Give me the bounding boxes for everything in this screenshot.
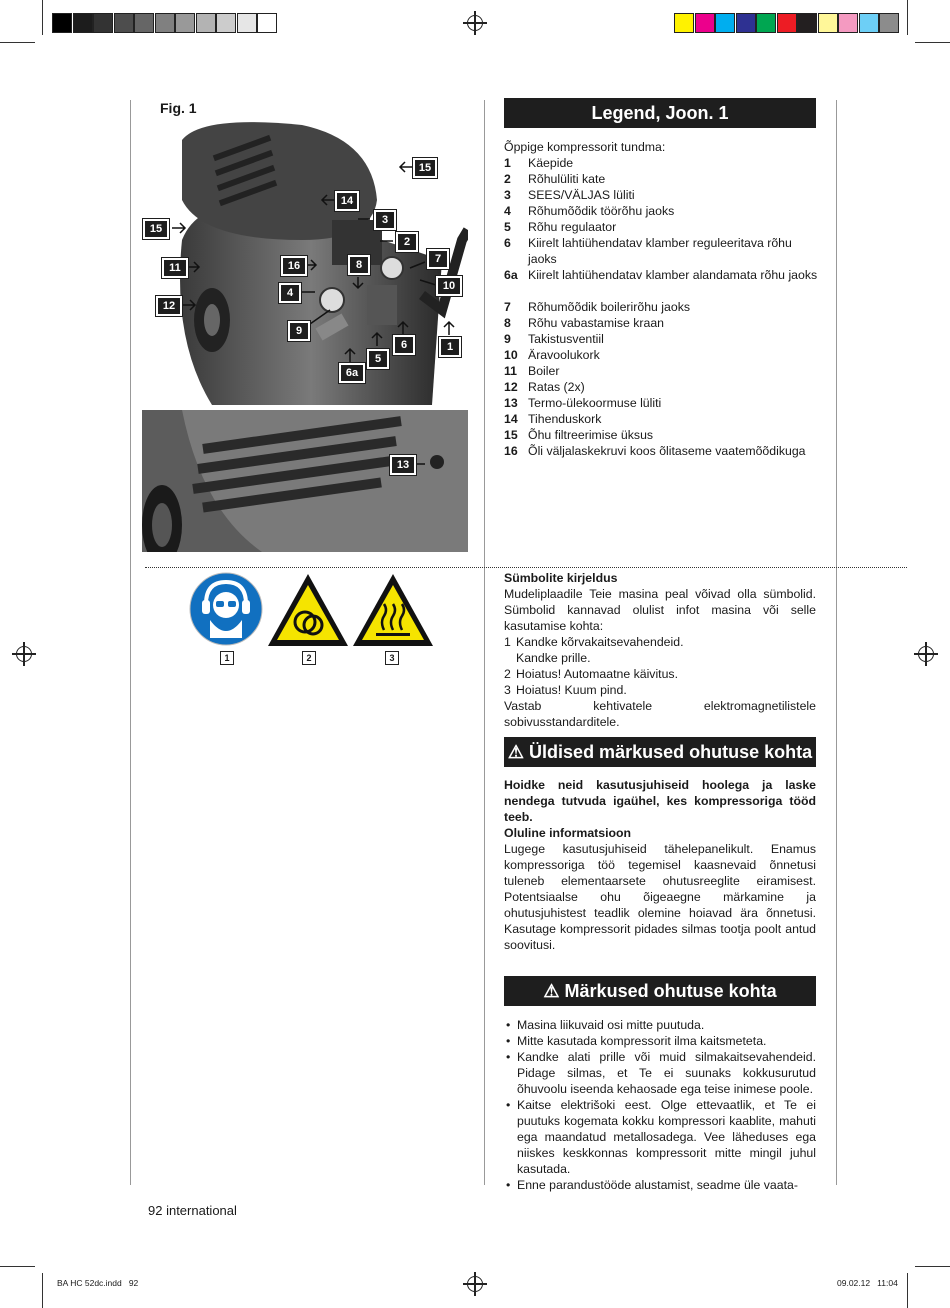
legend-item-label: Kiirelt lahtiühendatav klamber alandamata rõhu jaoks: [528, 268, 818, 282]
callout-16: 16: [281, 256, 307, 276]
symbols-list: [504, 634, 816, 698]
legend-item-label: Rõhumõõdik boilerirõhu jaoks: [528, 300, 690, 314]
legend-item-label: Takistusventiil: [528, 332, 604, 346]
callout-12: 12: [156, 296, 182, 316]
callout-7: 7: [427, 249, 449, 269]
crop-mark: [0, 1266, 35, 1267]
symbol-item: [504, 650, 816, 666]
symbol-item: [504, 634, 816, 650]
callout-8: 8: [348, 255, 370, 275]
callout-13: 13: [390, 455, 416, 475]
legend-item-label: Õhu filtreerimise üksus: [528, 428, 654, 442]
crop-mark: [42, 1273, 43, 1308]
legend-item-number: 10: [504, 348, 518, 362]
sign-number-1: 1: [220, 651, 234, 665]
callout-5: 5: [367, 349, 389, 369]
legend-item-label: Õli väljalaskekruvi koos õlitaseme vaatemõõdikuga: [528, 444, 806, 458]
legend-item-label: Termo-ülekoormuse lüliti: [528, 396, 662, 410]
symbol-item-text: Kandke kõrvakaitsevahendeid.: [516, 635, 684, 649]
legend-item-label: Rõhu regulaator: [528, 220, 617, 234]
callout-2: 2: [396, 232, 418, 252]
legend-item-number: 2: [504, 172, 511, 186]
safety-signs: [188, 572, 438, 648]
legend-header: Legend, Joon. 1: [504, 98, 816, 128]
legend-item-number: 4: [504, 204, 511, 218]
callout-6: 6: [393, 335, 415, 355]
callout-15: 15: [413, 158, 437, 178]
general-safety-title: Üldised märkused ohutuse kohta: [529, 742, 813, 762]
legend-item-number: 1: [504, 156, 511, 170]
figure-label: Fig. 1: [160, 100, 197, 116]
general-safety-header: [504, 737, 816, 767]
general-safety-intro: Hoidke neid kasutusjuhiseid hoolega ja laske nendega tutvuda igaühel, kes kompressoriga tööd teeb.: [504, 778, 816, 824]
symbol-item-text: Hoiatus! Kuum pind.: [516, 683, 627, 697]
slug-date: 09.02.12 11:04: [837, 1278, 898, 1288]
symbols-section: [504, 570, 816, 730]
callout-11: 11: [162, 258, 188, 278]
legend-item-label: Ratas (2x): [528, 380, 585, 394]
crop-mark: [907, 1273, 908, 1308]
safety-notes-header: [504, 976, 816, 1006]
legend-intro: Õppige kompressorit tundma:: [504, 140, 666, 154]
warning-icon: ⚠: [543, 981, 560, 1001]
symbol-item: [504, 682, 816, 698]
safety-note-item: • Enne parandustööde alustamist, seadme üle vaata-: [504, 1177, 816, 1193]
symbol-item-number: 1: [504, 635, 511, 649]
page-number: 92 international: [148, 1203, 237, 1218]
legend-item-number: 3: [504, 188, 511, 202]
legend-item-number: 7: [504, 300, 511, 314]
symbol-item-number: 3: [504, 683, 511, 697]
safety-notes-title: Märkused ohutuse kohta: [564, 981, 777, 1001]
legend-item-number: 15: [504, 428, 518, 442]
registration-mark: [16, 646, 32, 662]
safety-note-item: • Kandke alati prille või muid silmakaitsevahendeid. Pidage silmas, et Te ei suunaks kokkusurutud õhuvoolu iseenda kehaosade ega teise inimese poole.: [504, 1049, 816, 1097]
callout-10: 10: [436, 276, 462, 296]
legend-item-number: 11: [504, 364, 517, 378]
legend-item-number: 12: [504, 380, 518, 394]
callout-15b: 15: [143, 219, 169, 239]
callout-3: 3: [374, 210, 396, 230]
safety-notes-list: [504, 1017, 816, 1193]
safety-note-item: • Mitte kasutada kompressorit ilma kaitsmeteta.: [504, 1033, 816, 1049]
registration-mark: [918, 646, 934, 662]
important-info-title: Oluline informatsioon: [504, 826, 632, 840]
callout-14: 14: [335, 191, 359, 211]
legend-item-number: 5: [504, 220, 511, 234]
legend-item-label: Äravoolukork: [528, 348, 600, 362]
symbols-outro: Vastab kehtivatele elektromagnetilistele sobivusstandarditele.: [504, 699, 816, 729]
legend-item-label: Tihenduskork: [528, 412, 602, 426]
registration-mark: [467, 1276, 483, 1292]
legend-item-number: 16: [504, 444, 518, 458]
callout-6a: 6a: [339, 363, 365, 383]
symbol-item-number: 2: [504, 667, 511, 681]
legend-item-label: SEES/VÄLJAS lüliti: [528, 188, 635, 202]
safety-note-item: • Kaitse elektrišoki eest. Olge ettevaatlik, et Te ei puutuks kogemata kokku kompressori kaablite, mahuti ega maandatud metallosadega. Vee läheduses ega niiskes keskkonnas kompressorit mitte mingil juhul kasutada.: [504, 1097, 816, 1177]
symbol-item: [504, 666, 816, 682]
crop-mark: [915, 1266, 950, 1267]
legend-item-number: 6a: [504, 268, 518, 282]
legend-item-number: 13: [504, 396, 518, 410]
symbol-item-text: Kandke prille.: [516, 651, 591, 665]
legend-item-label: Rõhulüliti kate: [528, 172, 606, 186]
legend-item-label: Käepide: [528, 156, 574, 170]
legend-item-label: Boiler: [528, 364, 560, 378]
warning-icon: ⚠: [507, 742, 525, 762]
hot-surface-warning-sign: [353, 574, 433, 646]
ear-eye-protection-sign: [190, 573, 262, 645]
legend-item-number: 6: [504, 236, 511, 250]
legend-item-number: 14: [504, 412, 518, 426]
legend-item-label: Rõhumõõdik töörõhu jaoks: [528, 204, 675, 218]
sign-number-3: 3: [385, 651, 399, 665]
legend-item-number: 8: [504, 316, 511, 330]
automatic-start-warning-sign: [268, 574, 348, 646]
symbols-intro: Mudeliplaadile Teie masina peal võivad olla sümbolid. Sümbolid kannavad olulist infot masina või selle kasutamise kohta:: [504, 587, 816, 633]
slug-file: BA HC 52dc.indd 92: [57, 1278, 139, 1288]
important-info-text: Lugege kasutusjuhiseid tähelepanelikult. Enamus kompressoriga töö tegemisel kaasnevaid õnnetusi tuleneb elementaarsete ohutusreeglite eiramisest. Potentsiaalse ohu õigeaegne märkamine ja ohutusjuhistest teadlik olemine hoiavad ära õnnetusi. Kasutage kompressorit pidades silmas tootja poolt antud soovitusi.: [504, 842, 816, 952]
callout-9: 9: [288, 321, 310, 341]
legend-item-number: 9: [504, 332, 511, 346]
symbols-title: Sümbolite kirjeldus: [504, 571, 618, 585]
legend-item-label: Kiirelt lahtiühendatav klamber reguleeritava rõhu jaoks: [528, 236, 792, 266]
symbol-item-text: Hoiatus! Automaatne käivitus.: [516, 667, 678, 681]
sign-number-2: 2: [302, 651, 316, 665]
safety-note-item: • Masina liikuvaid osi mitte puutuda.: [504, 1017, 816, 1033]
legend-item-label: Rõhu vabastamise kraan: [528, 316, 665, 330]
callout-4: 4: [279, 283, 301, 303]
callout-1: 1: [439, 337, 461, 357]
